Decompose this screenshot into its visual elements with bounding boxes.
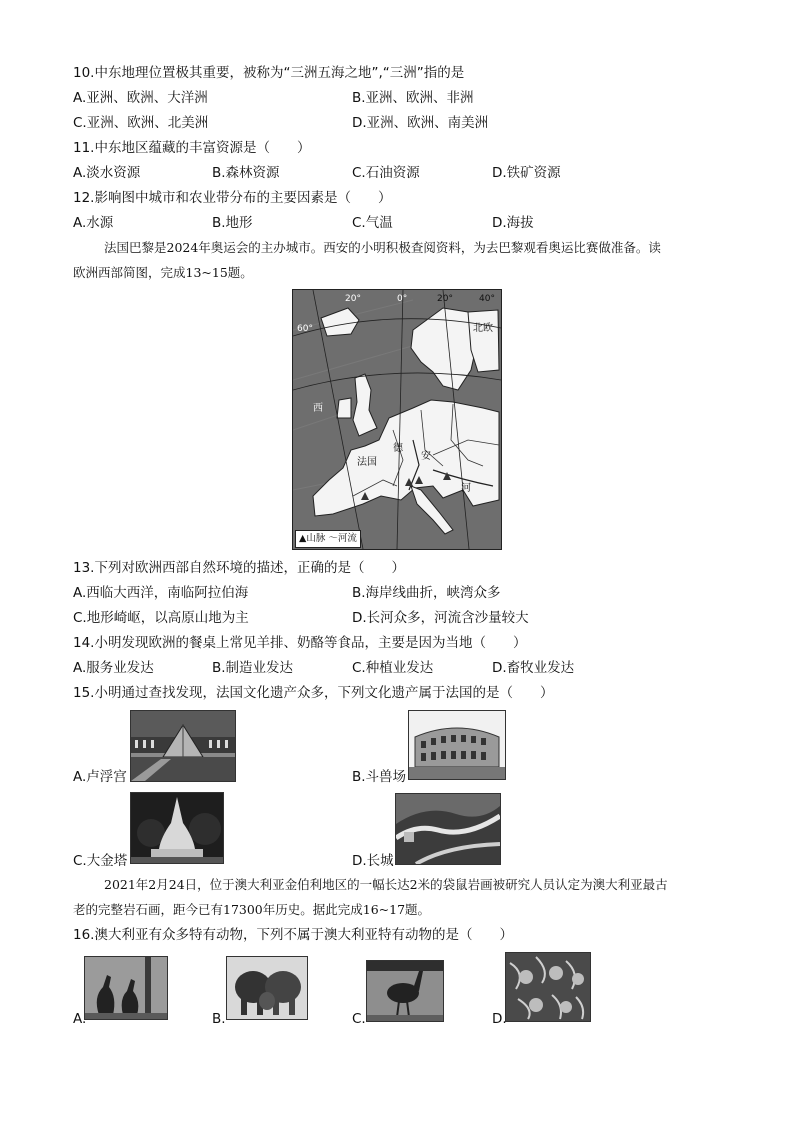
q10-stem: 10.中东地理位置极其重要，被称为“三洲五海之地”,“三洲”指的是 xyxy=(73,65,465,81)
q15-option-c: C.大金塔 xyxy=(73,853,128,869)
q13-option-d: D.长河众多，河流含沙量较大 xyxy=(352,610,529,626)
map-label-de: 德 xyxy=(393,443,403,454)
map-drawing xyxy=(293,290,501,549)
q10-option-c: C.亚洲、欧洲、北美洲 xyxy=(73,115,209,131)
q11-option-a: A.淡水资源 xyxy=(73,165,141,181)
q16-option-b: B. xyxy=(212,1011,226,1027)
koala-photo xyxy=(505,952,591,1022)
q13-stem: 13.下列对欧洲西部自然环境的描述，正确的是（ ） xyxy=(73,560,405,576)
q14-option-c: C.种植业发达 xyxy=(352,660,434,676)
q12-option-d: D.海拔 xyxy=(492,215,534,231)
q12-option-b: B.地形 xyxy=(212,215,253,231)
q16-stem: 16.澳大利亚有众多特有动物，下列不属于澳大利亚特有动物的是（ ） xyxy=(73,927,513,943)
q12-option-a: A.水源 xyxy=(73,215,114,231)
q14-stem: 14.小明发现欧洲的餐桌上常见羊排、奶酪等食品，主要是因为当地（ ） xyxy=(73,635,527,651)
legend-rivers-label: 河流 xyxy=(337,533,357,544)
louvre-photo xyxy=(130,710,236,782)
western-europe-map xyxy=(292,289,502,550)
map-label-france: 法国 xyxy=(357,457,377,468)
mountain-legend-icon: ▲ xyxy=(299,533,307,544)
map-label-west: 西 xyxy=(313,403,323,414)
map-label-0: 0° xyxy=(397,294,408,304)
map-legend xyxy=(295,530,361,548)
q11-option-b: B.森林资源 xyxy=(212,165,280,181)
map-label-he: 河 xyxy=(461,483,471,494)
elephant-photo xyxy=(226,956,308,1020)
q14-option-d: D.畜牧业发达 xyxy=(492,660,575,676)
q12-stem: 12.影响图中城市和农业带分布的主要因素是（ ） xyxy=(73,190,392,206)
q16-option-a: A. xyxy=(73,1011,87,1027)
q15-stem: 15.小明通过查找发现，法国文化遗产众多，下列文化遗产属于法国的是（ ） xyxy=(73,685,554,701)
map-label-north-europe: 北欧 xyxy=(473,323,493,334)
q16-option-c: C. xyxy=(352,1011,366,1027)
q10-option-a: A.亚洲、欧洲、大洋洲 xyxy=(73,90,208,106)
q11-option-c: C.石油资源 xyxy=(352,165,420,181)
map-label-20w: 20° xyxy=(345,294,361,304)
q15-option-a: A.卢浮宫 xyxy=(73,769,127,785)
great-wall-photo xyxy=(395,793,501,865)
q13-option-c: C.地形崎岖，以高原山地为主 xyxy=(73,610,249,626)
q15-option-b: B.斗兽场 xyxy=(352,769,407,785)
q11-option-d: D.铁矿资源 xyxy=(492,165,561,181)
q10-option-b: B.亚洲、欧洲、非洲 xyxy=(352,90,474,106)
river-legend-icon: 〜 xyxy=(328,533,338,544)
kangaroo-photo xyxy=(84,956,168,1020)
legend-mountains-label: 山脉 xyxy=(306,533,326,544)
golden-pagoda-photo xyxy=(130,792,224,864)
q12-option-c: C.气温 xyxy=(352,215,393,231)
map-label-an: 安 xyxy=(421,451,431,462)
q13-option-b: B.海岸线曲折，峡湾众多 xyxy=(352,585,501,601)
q10-option-d: D.亚洲、欧洲、南美洲 xyxy=(352,115,489,131)
passage-2-line-1: 2021年2月24日，位于澳大利亚金伯利地区的一幅长达2米的袋鼠岩画被研究人员认定为澳大利亚最古 xyxy=(104,877,668,892)
map-label-60n: 60° xyxy=(297,324,313,334)
passage-1-line-2: 欧洲西部简图，完成13~15题。 xyxy=(73,265,253,280)
map-label-20e: 20° xyxy=(437,294,453,304)
emu-photo xyxy=(366,960,444,1022)
q11-stem: 11.中东地区蕴藏的丰富资源是（ ） xyxy=(73,140,311,156)
passage-2-line-2: 老的完整岩石画，距今已有17300年历史。据此完成16~17题。 xyxy=(73,902,431,917)
q15-option-d: D.长城 xyxy=(352,853,394,869)
q14-option-b: B.制造业发达 xyxy=(212,660,294,676)
colosseum-photo xyxy=(408,710,506,780)
passage-1-line-1: 法国巴黎是2024年奥运会的主办城市。西安的小明积极查阅资料，为去巴黎观看奥运比赛做准备。读 xyxy=(104,240,661,255)
q14-option-a: A.服务业发达 xyxy=(73,660,154,676)
map-label-40: 40° xyxy=(479,294,495,304)
q13-option-a: A.西临大西洋，南临阿拉伯海 xyxy=(73,585,249,601)
q16-option-d: D. xyxy=(492,1011,507,1027)
